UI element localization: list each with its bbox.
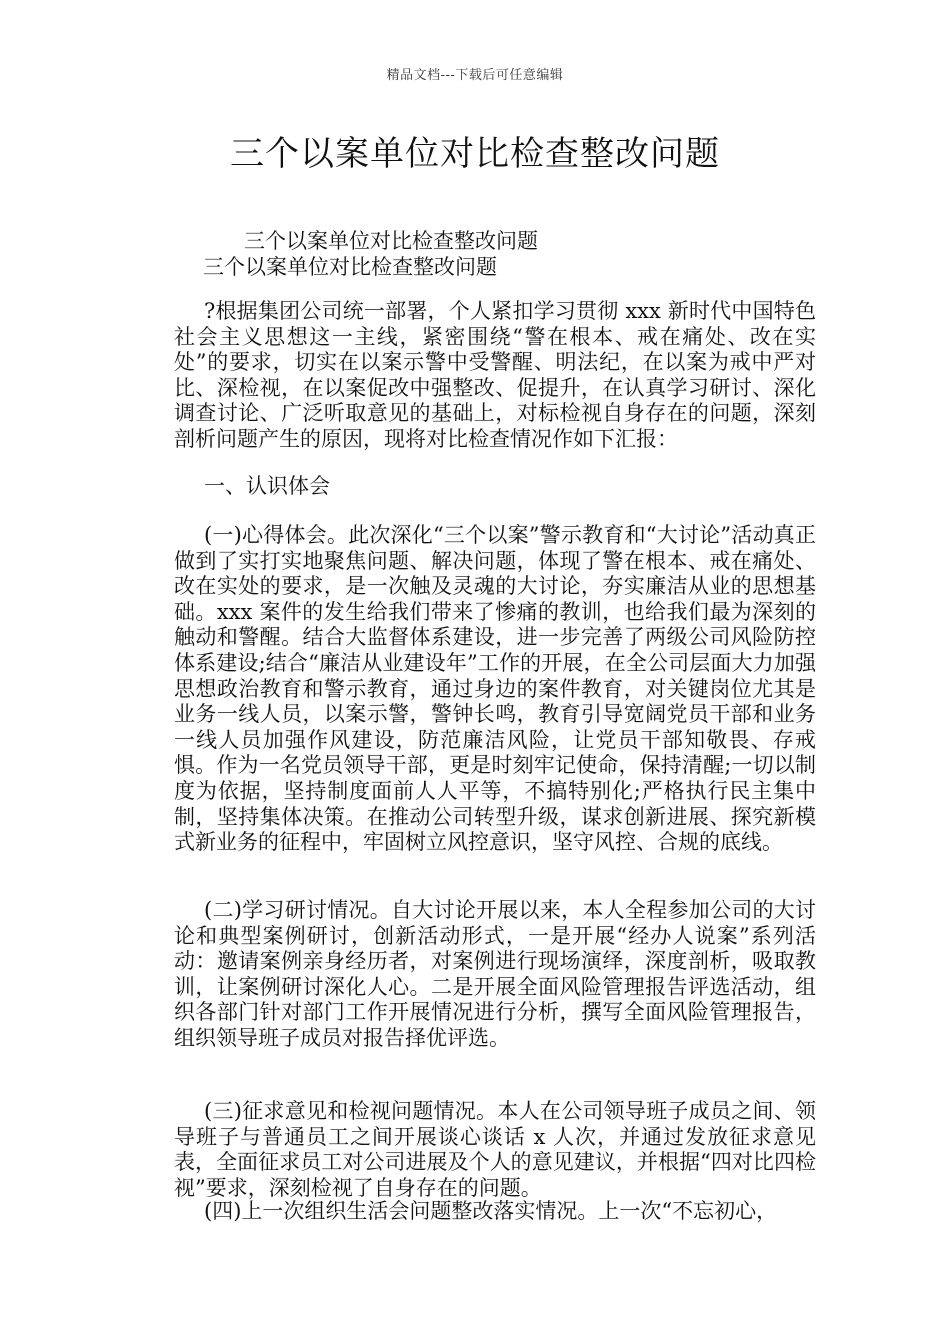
subtitle-line-2: 三个以案单位对比检查整改问题 (203, 255, 497, 279)
section-heading-1: 一、认识体会 (204, 474, 330, 498)
paragraph-4: (四)上一次组织生活会问题整改落实情况。上一次“不忘初心， (204, 1199, 778, 1223)
intro-paragraph: ?根据集团公司统一部署，个人紧扣学习贯彻 xxx 新时代中国特色社会主义思想这一主线，紧密围绕“警在根本、戒在痛处、改在实处”的要求，切实在以案示警中受警醒、明法纪，在以案为戒中严对比、深检视，在以案促改中强整改、促提升，在认真学习研讨、深化调查讨论、广泛听取意见的基础上，对标检视自身存在的问题，深刻剖析问题产生的原因，现将对比检查情况作如下汇报： (174, 299, 816, 451)
paragraph-3: (三)征求意见和检视问题情况。本人在公司领导班子成员之间、领导班子与普通员工之间开展谈心谈话 x 人次，并通过发放征求意见表，全面征求员工对公司进展及个人的意见建议，并根据“四对比四检视”要求，深刻检视了自身存在的问题。 (174, 1099, 816, 1200)
paragraph-2: (二)学习研讨情况。自大讨论开展以来，本人全程参加公司的大讨论和典型案例研讨，创新活动形式，一是开展“经办人说案”系列活动：邀请案例亲身经历者，对案例进行现场演绎，深度剖析，吸取教训，让案例研讨深化人心。二是开展全面风险管理报告评选活动，组织各部门针对部门工作开展情况进行分析，撰写全面风险管理报告，组织领导班子成员对报告择优评选。 (174, 898, 816, 1050)
paragraph-1: (一)心得体会。此次深化“三个以案”警示教育和“大讨论”活动真正做到了实打实地聚焦问题、解决问题，体现了警在根本、戒在痛处、改在实处的要求，是一次触及灵魂的大讨论，夯实廉洁从业的思想基础。xxx 案件的发生给我们带来了惨痛的教训，也给我们最为深刻的触动和警醒。结合大监督体系建设，进一步完善了两级公司风险防控体系建设;结合“廉洁从业建设年”工作的开展，在全公司层面大力加强思想政治教育和警示教育，通过身边的案件教育，对关键岗位尤其是业务一线人员，以案示警，警钟长鸣，教育引导宽阔党员干部和业务一线人员加强作风建设，防范廉洁风险，让党员干部知敬畏、存戒惧。作为一名党员领导干部，更是时刻牢记使命，保持清醒;一切以制度为依据，坚持制度面前人人平等，不搞特别化;严格执行民主集中制，坚持集体决策。在推动公司转型升级，谋求创新进展、探究新模式新业务的征程中，牢固树立风控意识，坚守风控、合规的底线。 (174, 523, 816, 855)
document-title: 三个以案单位对比检查整改问题 (230, 134, 720, 174)
subtitle-line-1: 三个以案单位对比检查整改问题 (244, 229, 538, 253)
header-note: 精品文档---下载后可任意编辑 (386, 68, 564, 83)
